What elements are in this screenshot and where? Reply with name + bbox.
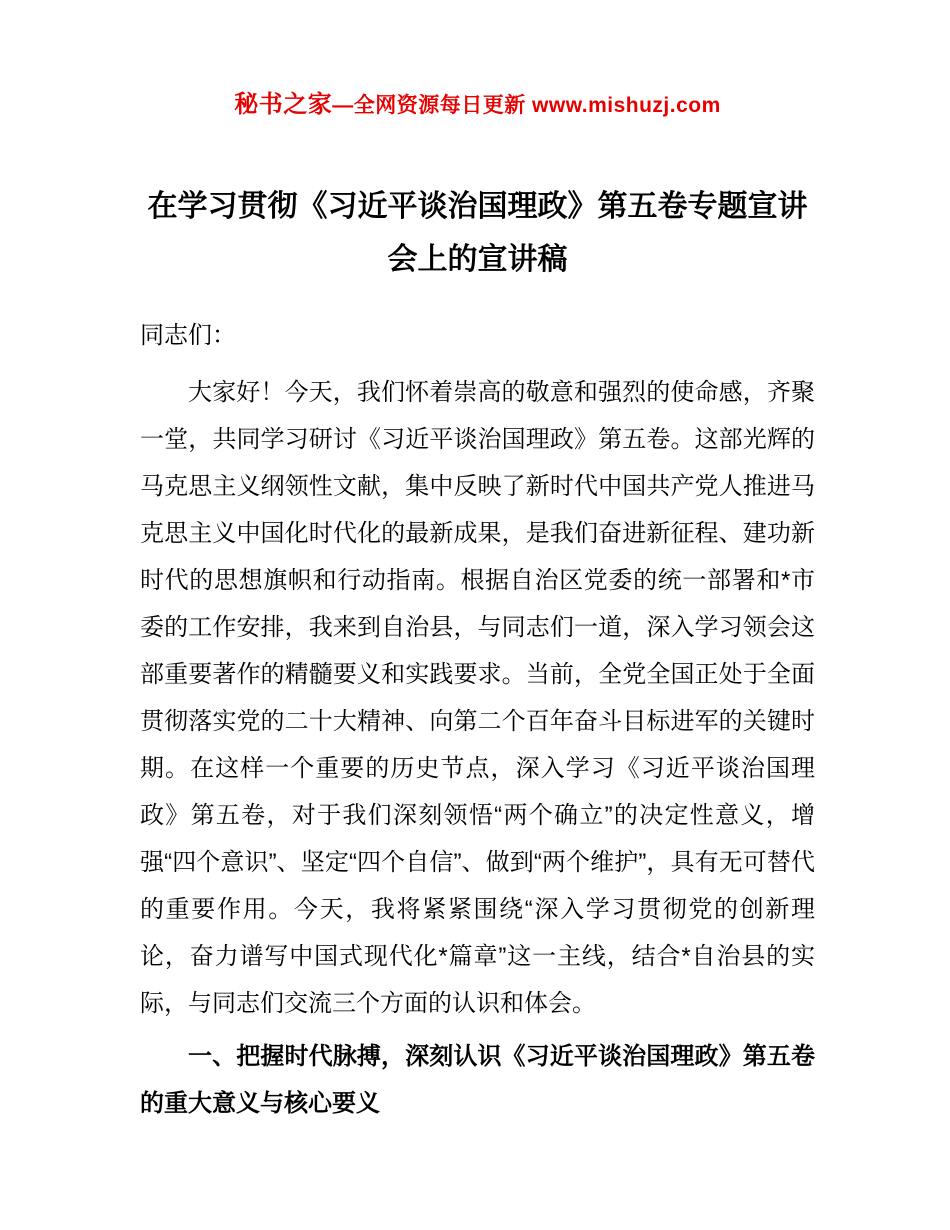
salutation: 同志们： — [140, 322, 236, 349]
section-heading: 一、把握时代脉搏，深刻认识《习近平谈治国理政》第五卷的重大意义与核心要义 — [140, 1043, 815, 1117]
paragraph: 大家好！今天，我们怀着崇高的敬意和强烈的使命感，齐聚一堂，共同学习研讨《习近平谈治国理政》第五卷。这部光辉的马克思主义纲领性文献，集中反映了新时代中国共产党人推进马克思主义中国化时代化的最新成果，是我们奋进新征程、建功新时代的思想旗帜和行动指南。根据自治区党委的统一部署和*市委的工作安排，我来到自治县，与同志们一道，深入学习领会这部重要著作的精髓要义和实践要求。当前，全党全国正处于全面贯彻落实党的二十大精神、向第二个百年奋斗目标进军的关键时期。在这样一个重要的历史节点，深入学习《习近平谈治国理政》第五卷，对于我们深刻领悟“两个确立”的决定性意义，增强“四个意识”、坚定“四个自信”、做到“两个维护”，具有无可替代的重要作用。今天，我将紧紧围绕“深入学习贯彻党的创新理论，奋力谱写中国式现代化*篇章”这一主线，结合*自治县的实际，与同志们交流三个方面的认识和体会。 — [140, 379, 815, 1017]
document-title: 在学习贯彻《习近平谈治国理政》第五卷专题宣讲会上的宣讲稿 — [147, 190, 808, 276]
site-tagline: —全网资源每日更新 www.mishuzj.com — [332, 94, 721, 117]
site-header — [140, 84, 815, 119]
site-brand: 秘书之家 — [234, 91, 333, 118]
